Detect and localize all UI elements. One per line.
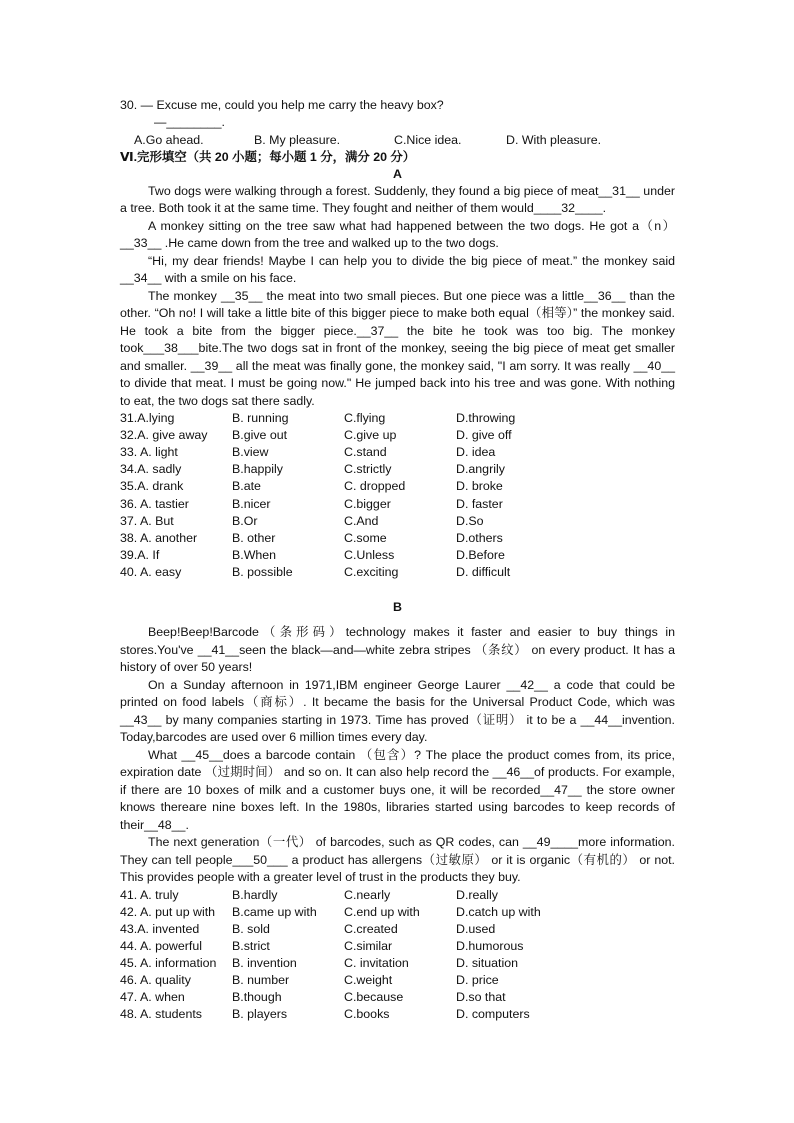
- option-row: [120, 410, 675, 427]
- option-a: 37. A. But: [120, 513, 174, 528]
- option-b: B.view: [232, 445, 269, 460]
- option-c: C.give up: [344, 428, 397, 443]
- option-b: B. players: [232, 1007, 288, 1022]
- option-c: C.some: [344, 530, 387, 545]
- option-b: B.Or: [232, 513, 258, 528]
- option-b: B. number: [232, 973, 290, 987]
- option-row: [120, 1006, 675, 1023]
- option-c: C.And: [344, 513, 379, 528]
- option-b: B.hardly: [232, 887, 278, 902]
- option-b: B. running: [232, 411, 289, 426]
- option-d: D.catch up with: [456, 904, 541, 919]
- option-c: C. invitation: [344, 955, 409, 970]
- option-c: C.exciting: [344, 564, 399, 579]
- option-c: C.bigger: [344, 496, 391, 511]
- option-c: C.weight: [344, 973, 393, 987]
- option-b: B.happily: [232, 462, 283, 477]
- option-d: D.throwing: [456, 411, 516, 426]
- option-c: C.similar: [344, 938, 393, 953]
- option-a: 36. A. tastier: [120, 496, 189, 511]
- passage-b-label: B: [393, 600, 402, 615]
- option-b: B. possible: [232, 564, 293, 579]
- option-row: [120, 955, 675, 972]
- exam-page: [120, 97, 675, 1023]
- passage-a-label: A: [393, 166, 402, 181]
- option-row: [120, 887, 675, 904]
- option-c: C.strictly: [344, 462, 392, 477]
- option-b: B.give out: [232, 428, 288, 443]
- passage-b-paragraph-3: What __45__does a barcode contain （包含）? The place the product comes from, its price, expiration date （过期时间） and so on. It can also help record the __46__of products. For example, if there are 10 boxes of milk and a customer buys one, it will be recorded__47__ the store owner knows thereare nine boxes left. In the 1980s, libraries started using barcodes to keep records of their__48__.: [120, 747, 675, 832]
- option-a: 42. A. put up with: [120, 904, 216, 919]
- q30-stem: 30. — Excuse me, could you help me carry the heavy box?: [120, 98, 444, 112]
- section-title: Ⅵ.完形填空（共 20 小题；每小题 1 分，满分 20 分）: [120, 149, 416, 164]
- option-b: B.ate: [232, 479, 261, 494]
- q30-option-b: B. My pleasure.: [254, 132, 341, 147]
- option-b: B.nicer: [232, 496, 271, 511]
- option-b: B. other: [232, 530, 276, 545]
- option-a: 40. A. easy: [120, 564, 182, 579]
- option-row: [120, 938, 675, 955]
- option-c: C.end up with: [344, 904, 420, 919]
- option-c: C. dropped: [344, 479, 406, 494]
- option-a: 47. A. when: [120, 990, 185, 1005]
- option-row: [120, 904, 675, 921]
- spacer: [120, 581, 675, 599]
- option-a: 33. A. light: [120, 445, 178, 460]
- option-c: C.books: [344, 1007, 390, 1022]
- option-row: [120, 513, 675, 530]
- option-row: [120, 444, 675, 461]
- passage-a-options: [120, 410, 675, 581]
- option-d: D.really: [456, 887, 498, 902]
- option-b: B. invention: [232, 955, 297, 970]
- option-row: [120, 564, 675, 581]
- q30-option-d: D. With pleasure.: [506, 132, 602, 147]
- option-d: D.So: [456, 513, 484, 528]
- passage-a-paragraph-2: A monkey sitting on the tree saw what had happened between the two dogs. He got a（n） __33__ .He came down from the tree and walked up to the two dogs.: [120, 218, 675, 251]
- option-c: C.nearly: [344, 887, 391, 902]
- option-d: D.others: [456, 530, 503, 545]
- option-row: [120, 478, 675, 495]
- option-row: [120, 461, 675, 478]
- option-c: C.Unless: [344, 547, 395, 562]
- spacer: [120, 616, 675, 624]
- q30-option-a: A.Go ahead.: [134, 132, 204, 147]
- option-b: B.When: [232, 547, 277, 562]
- option-a: 34.A. sadly: [120, 462, 182, 477]
- option-c: C.because: [344, 990, 404, 1005]
- option-a: 43.A. invented: [120, 921, 200, 936]
- option-d: D. give off: [456, 428, 512, 443]
- option-a: 35.A. drank: [120, 479, 184, 494]
- option-d: D. idea: [456, 445, 496, 460]
- option-b: B.strict: [232, 938, 270, 953]
- option-d: D.humorous: [456, 938, 524, 953]
- option-row: [120, 989, 675, 1006]
- option-c: C.created: [344, 921, 398, 936]
- passage-a-paragraph-3: “Hi, my dear friends! Maybe I can help you to divide the big piece of meat.” the monkey said __34__ with a smile on his face.: [120, 253, 675, 286]
- option-d: D. computers: [456, 1007, 530, 1022]
- option-a: 38. A. another: [120, 530, 198, 545]
- option-d: D. faster: [456, 496, 503, 511]
- option-row: [120, 972, 675, 989]
- passage-b-options: [120, 887, 675, 1024]
- option-row: [120, 530, 675, 547]
- option-a: 41. A. truly: [120, 887, 179, 902]
- option-d: D. broke: [456, 479, 503, 494]
- option-b: B.though: [232, 990, 282, 1005]
- option-d: D. difficult: [456, 564, 511, 579]
- option-a: 39.A. If: [120, 547, 160, 562]
- option-a: 32.A. give away: [120, 428, 208, 443]
- passage-a-paragraph-4: The monkey __35__ the meat into two small pieces. But one piece was a little__36__ than the other. “Oh no! I will take a little bite of this bigger piece to make both equal（相等）” the monkey said. He took a bite from the bigger piece.__37__ the bite he took was too big. The monkey took___38___bite.The two dogs sat in front of the monkey, seeing the big piece of meat get smaller and smaller. __39__ all the meat was finally gone, the monkey said, "I am sorry. It was really __40__ to divide that meat. I must be going now." He jumped back into his tree and was gone. With nothing to eat, the two dogs sat there sadly.: [120, 288, 675, 408]
- option-d: D.so that: [456, 990, 506, 1005]
- q30-reply: —________.: [154, 115, 225, 130]
- option-d: D. price: [456, 973, 499, 987]
- option-row: [120, 496, 675, 513]
- option-a: 44. A. powerful: [120, 938, 202, 953]
- option-d: D.angrily: [456, 462, 505, 477]
- passage-b-paragraph-2: On a Sunday afternoon in 1971,IBM engineer George Laurer __42__ a code that could be printed on food labels（商标）. It became the basis for the Universal Product Code, which was __43__ by many companies starting in 1973. Time has proved（证明） it to be a __44__invention. Today,barcodes are used over 6 million times every day.: [120, 677, 675, 745]
- option-d: D.used: [456, 921, 496, 936]
- passage-b-paragraph-4: The next generation（一代） of barcodes, such as QR codes, can __49____more information. They can tell people___50___ a product has allergens（过敏原） or it is organic（有机的） or not. This provides people with a greater level of trust in the products they buy.: [120, 835, 675, 885]
- option-d: D.Before: [456, 547, 505, 562]
- option-row: [120, 921, 675, 938]
- passage-a-paragraph-1: Two dogs were walking through a forest. Suddenly, they found a big piece of meat__31__ under a tree. Both took it at the same time. They fought and neither of them would____32____.: [120, 183, 675, 216]
- option-a: 46. A. quality: [120, 973, 191, 987]
- option-a: 48. A. students: [120, 1007, 202, 1022]
- option-c: C.stand: [344, 445, 387, 460]
- q30-options: [134, 132, 675, 149]
- option-row: [120, 547, 675, 564]
- q30-option-c: C.Nice idea.: [394, 132, 462, 147]
- option-b: B. sold: [232, 921, 270, 936]
- option-b: B.came up with: [232, 904, 317, 919]
- option-c: C.flying: [344, 411, 386, 426]
- option-d: D. situation: [456, 955, 518, 970]
- option-a: 45. A. information: [120, 955, 217, 970]
- option-row: [120, 427, 675, 444]
- option-a: 31.A.lying: [120, 411, 175, 426]
- passage-b-paragraph-1: Beep!Beep!Barcode（条形码）technology makes it faster and easier to buy things in stores.You've __41__seen the black—and—white zebra stripes （条纹） on every product. It has a history of over 50 years!: [120, 625, 675, 675]
